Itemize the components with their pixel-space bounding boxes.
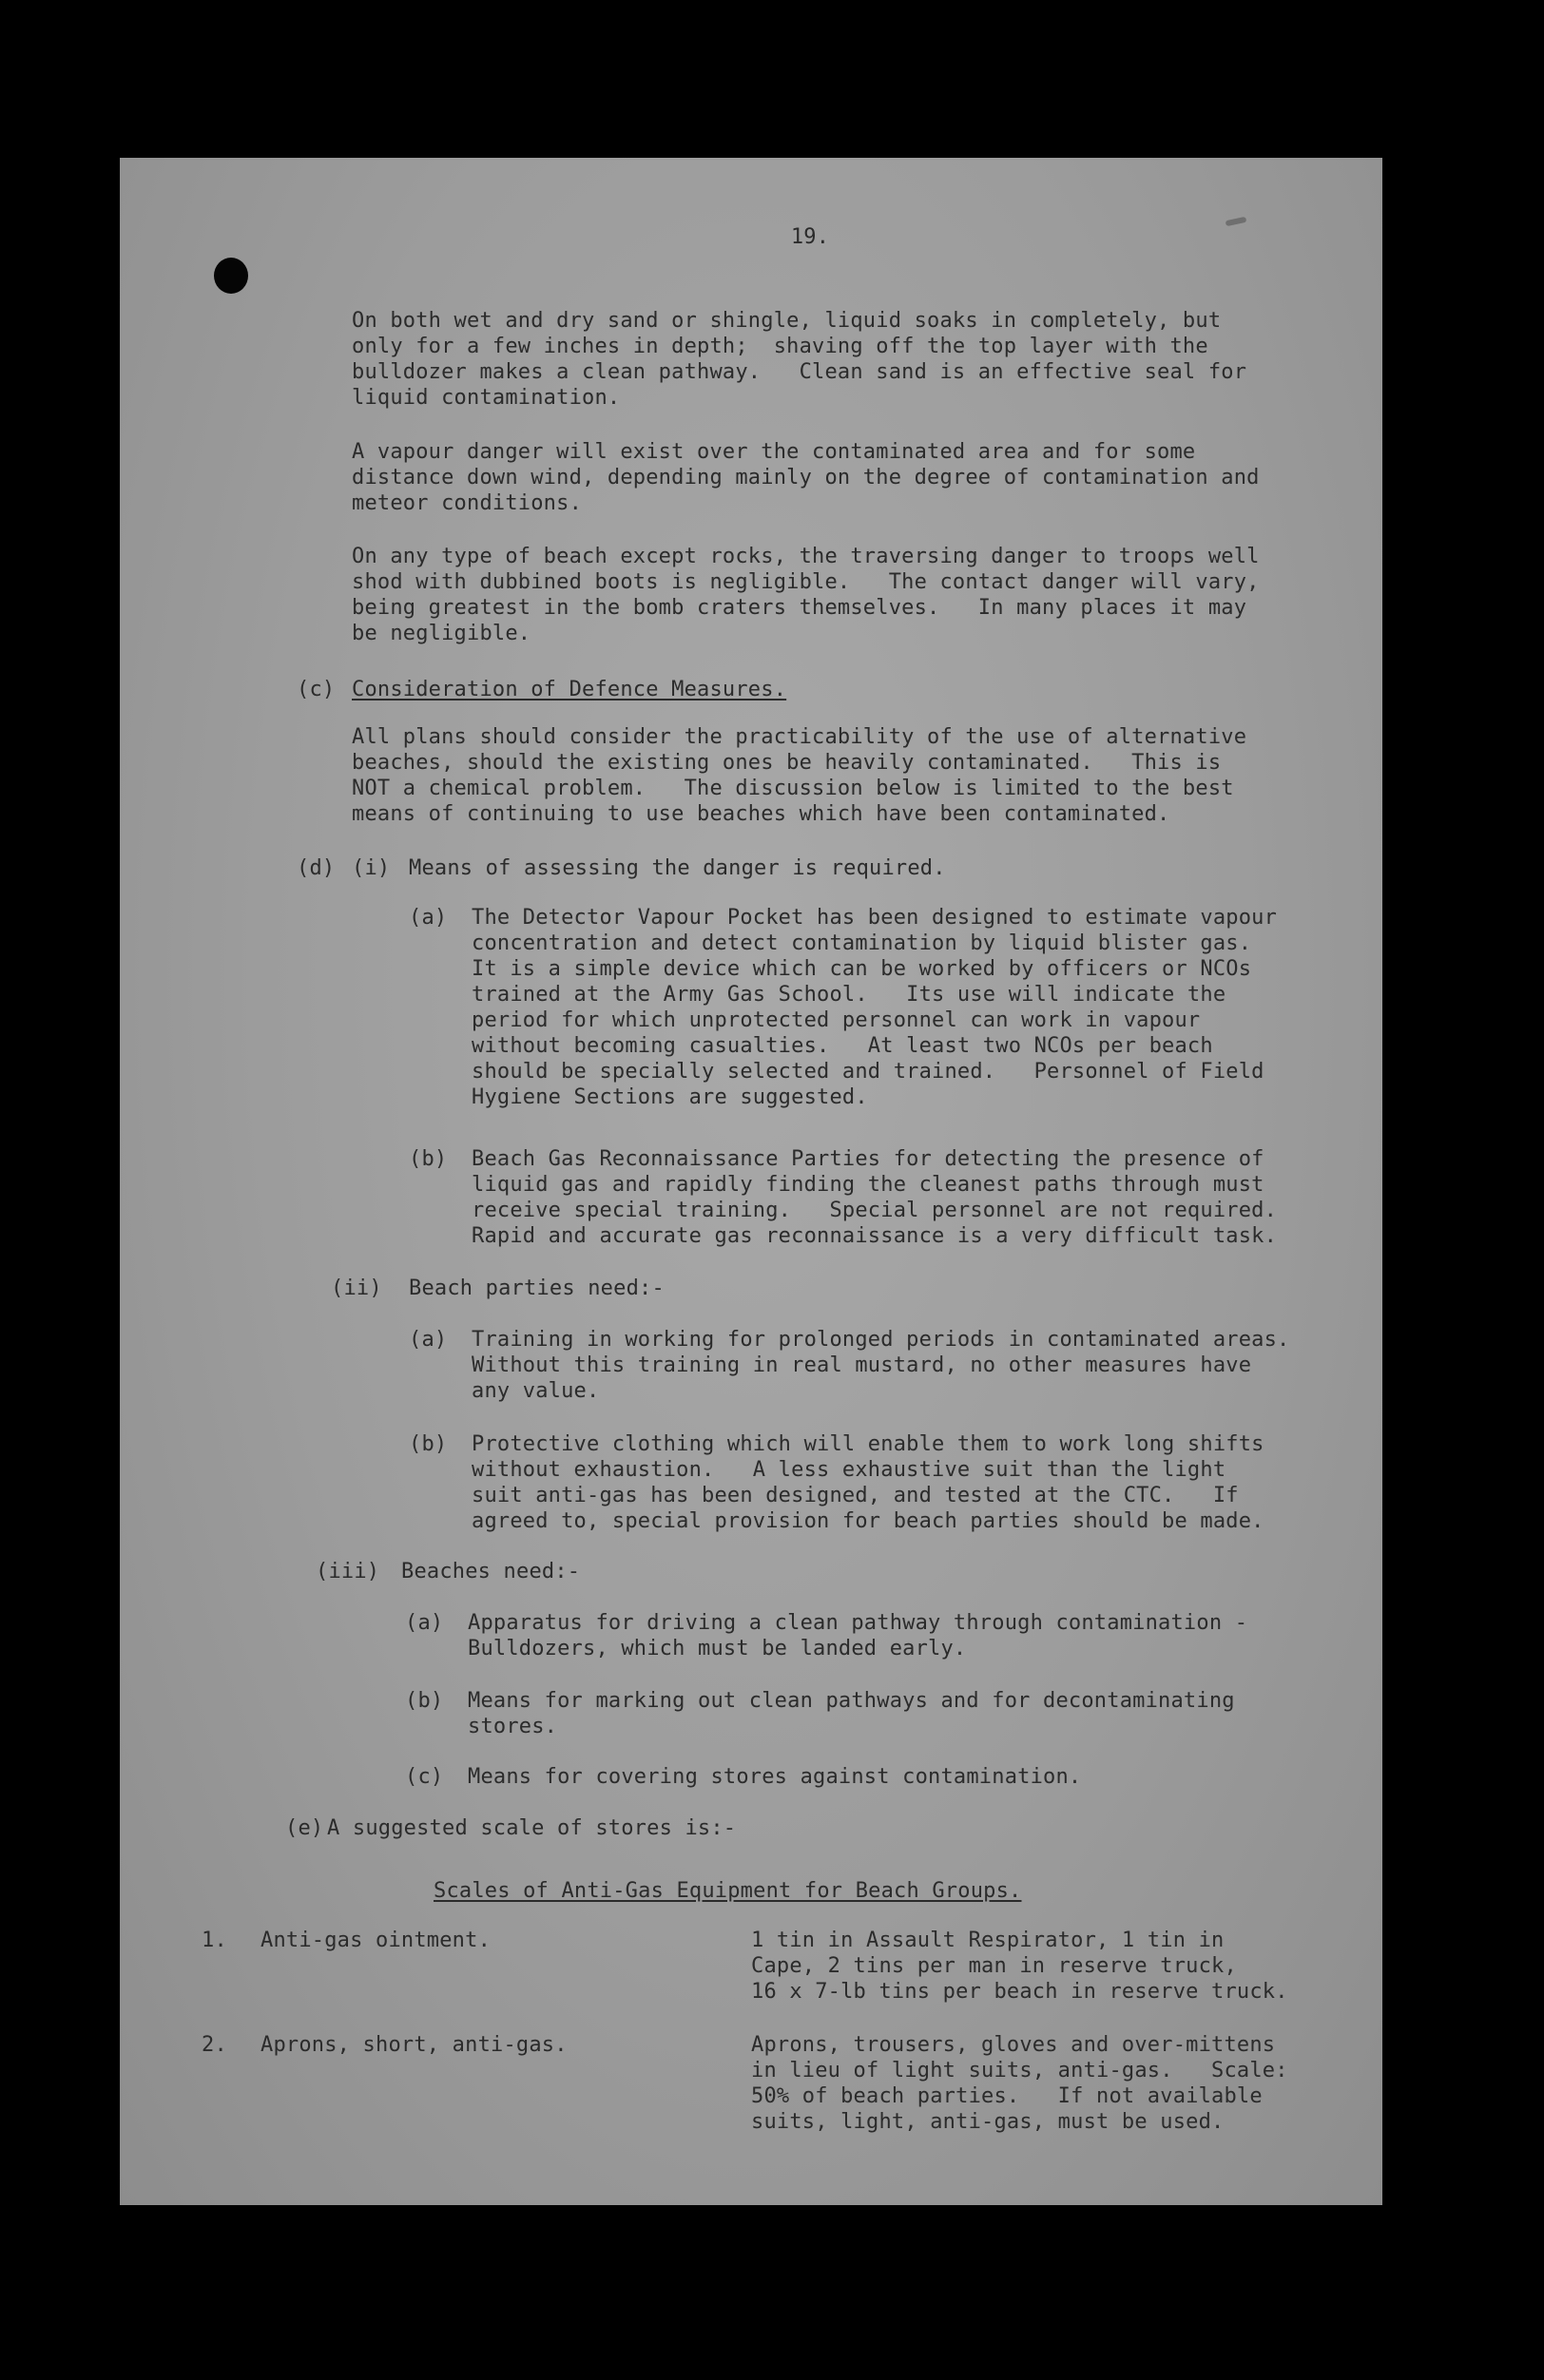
paragraph-traversing: On any type of beach except rocks, the traversing danger to troops well shod with dubbined boots is negligible. The contact danger will vary, being greatest in the bomb craters themselves. In many places it may be negligible. bbox=[352, 545, 1260, 645]
section-d-i-text: Means of assessing the danger is required. bbox=[409, 856, 946, 880]
d-iii-b-text: Means for marking out clean pathways and for decontaminating stores. bbox=[468, 1689, 1235, 1738]
d-i-a-text: The Detector Vapour Pocket has been designed to estimate vapour concentration and detect contamination by liquid blister gas. It is a simple device which can be worked by officers or NCOs trained at the Army Gas School. Its use will indicate the period for which unprotected personnel can work in vapour without becoming casualties. At least two NCOs per beach should be specially selected and trained. Personnel of Field Hygiene Sections are suggested. bbox=[472, 906, 1278, 1109]
d-ii-a-text: Training in working for prolonged periods in contaminated areas. Without this training in real mustard, no other measures have any value. bbox=[472, 1328, 1290, 1403]
section-d-marker: (d) bbox=[297, 856, 336, 880]
section-e-text: A suggested scale of stores is:- bbox=[327, 1816, 737, 1840]
section-c-marker: (c) bbox=[297, 678, 336, 701]
scale-row-1-detail: 1 tin in Assault Respirator, 1 tin in Cape, 2 tins per man in reserve truck, 16 x 7-lb tins per beach in reserve truck. bbox=[751, 1929, 1288, 2004]
page-number: 19. bbox=[790, 225, 830, 249]
d-ii-b-text: Protective clothing which will enable them to work long shifts without exhaustion. A less exhaustive suit than the light suit anti-gas has been designed, and tested at the CTC. If agreed to, special provision for beach parties should be made. bbox=[472, 1432, 1264, 1533]
d-i-a-marker: (a) bbox=[409, 906, 448, 930]
paragraph-vapour: A vapour danger will exist over the contaminated area and for some distance down wind, depending mainly on the degree of contamination and meteor conditions. bbox=[352, 440, 1260, 515]
section-d-i-marker: (i) bbox=[352, 856, 391, 880]
section-e-marker: (e) bbox=[285, 1816, 324, 1840]
d-i-b-marker: (b) bbox=[409, 1147, 448, 1171]
scales-title: Scales of Anti-Gas Equipment for Beach Groups. bbox=[434, 1879, 1022, 1903]
d-iii-b-marker: (b) bbox=[405, 1689, 444, 1713]
d-iii-a-marker: (a) bbox=[405, 1611, 444, 1635]
scale-row-2-num: 2. bbox=[202, 2033, 227, 2057]
d-iii-a-text: Apparatus for driving a clean pathway through contamination - Bulldozers, which must be landed early. bbox=[468, 1611, 1248, 1660]
d-ii-b-marker: (b) bbox=[409, 1432, 448, 1456]
d-iii-c-text: Means for covering stores against contamination. bbox=[468, 1765, 1082, 1789]
section-c-heading: Consideration of Defence Measures. bbox=[352, 678, 787, 701]
scale-row-1-num: 1. bbox=[202, 1929, 227, 1952]
section-d-ii-text: Beach parties need:- bbox=[409, 1276, 665, 1300]
punch-hole bbox=[214, 258, 248, 294]
scale-row-2-detail: Aprons, trousers, gloves and over-mittens in lieu of light suits, anti-gas. Scale: 50% of beach parties. If not available suits, light, anti-gas, must be used. bbox=[751, 2033, 1288, 2134]
d-ii-a-marker: (a) bbox=[409, 1328, 448, 1352]
document-page bbox=[120, 158, 1382, 2205]
section-d-iii-text: Beaches need:- bbox=[401, 1560, 581, 1583]
section-c-text: All plans should consider the practicability of the use of alternative beaches, should the existing ones be heavily contaminated. This is NOT a chemical problem. The discussion below is limited to the best means of continuing to use beaches which have been contaminated. bbox=[352, 725, 1247, 826]
section-d-ii-marker: (ii) bbox=[331, 1276, 382, 1300]
d-i-b-text: Beach Gas Reconnaissance Parties for detecting the presence of liquid gas and rapidly finding the cleanest paths through must receive special training. Special personnel are not required. Rapid and accurate gas reconnaissance is a very difficult task. bbox=[472, 1147, 1278, 1248]
d-iii-c-marker: (c) bbox=[405, 1765, 444, 1789]
scale-row-1-item: Anti-gas ointment. bbox=[261, 1929, 492, 1952]
section-d-iii-marker: (iii) bbox=[316, 1560, 380, 1583]
paragraph-sand: On both wet and dry sand or shingle, liquid soaks in completely, but only for a few inches in depth; shaving off the top layer with the bulldozer makes a clean pathway. Clean sand is an effective seal for liquid contamination. bbox=[352, 309, 1247, 410]
scale-row-2-item: Aprons, short, anti-gas. bbox=[261, 2033, 568, 2057]
